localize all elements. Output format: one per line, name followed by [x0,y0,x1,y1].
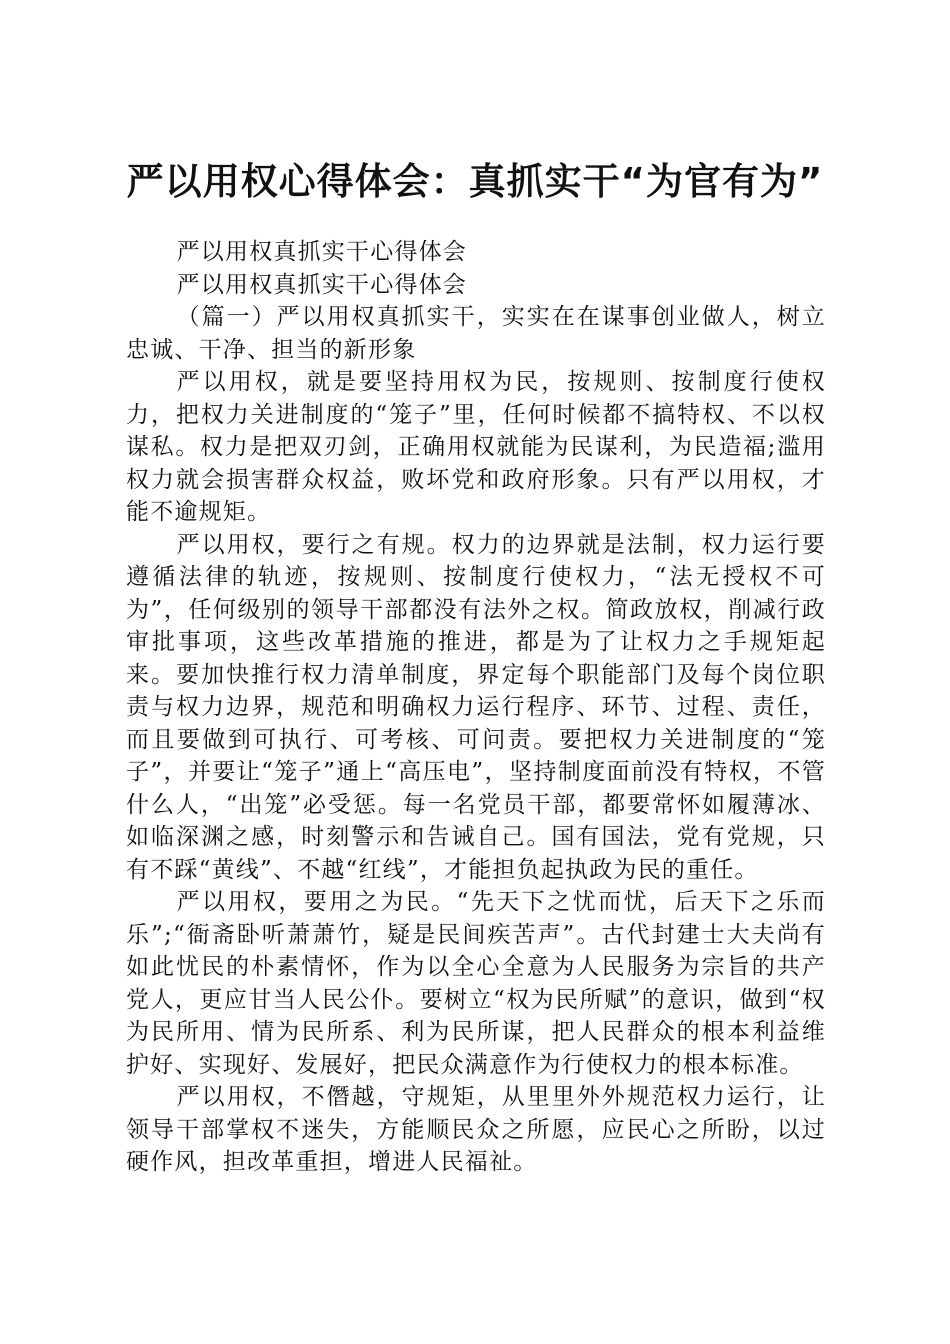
paragraph-heading: （篇一）严以用权真抓实干，实实在在谋事创业做人，树立忠诚、干净、担当的新形象 [126,304,826,363]
subtitle-line: 严以用权真抓实干心得体会 [176,239,467,265]
document-title: 严以用权心得体会：真抓实干“为官有为” [126,160,824,203]
paragraph: 严以用权，要行之有规。权力的边界就是法制，权力运行要遵循法律的轨迹，按规则、按制度行使权力，“法无授权不可为”，任何级别的领导干部都没有法外之权。简政放权，削减行政审批事项，这些改革措施的推进，都是为了让权力之手规矩起来。要加快推行权力清单制度，界定每个职能部门及每个岗位职责与权力边界，规范和明确权力运行程序、环节、过程、责任，而且要做到可执行、可考核、可问责。要把权力关进制度的“笼子”，并要让“笼子”通上“高压电”，坚持制度面前没有特权，不管什么人，“出笼”必受惩。每一名党员干部，都要常怀如履薄冰、如临深渊之感，时刻警示和告诫自己。国有国法，党有党规，只有不踩“黄线”、不越“红线”，才能担负起执政为民的重任。 [126,531,826,883]
paragraph: 严以用权，要用之为民。“先天下之忧而忧，后天下之乐而乐”;“衙斋卧听萧萧竹，疑是民间疾苦声”。古代封建士大夫尚有如此忧民的朴素情怀，作为以全心全意为人民服务为宗旨的共产党人，更应甘当人民公仆。要树立“权为民所赋”的意识，做到“权为民所用、情为民所系、利为民所谋，把人民群众的根本利益维护好、实现好、发展好，把民众满意作为行使权力的根本标准。 [126,889,826,1078]
document-body [126,236,826,1179]
subtitle-line: 严以用权真抓实干心得体会 [176,271,467,298]
paragraph: 严以用权，不僭越，守规矩，从里里外外规范权力运行，让领导干部掌权不迷失，方能顺民众之所愿，应民心之所盼，以过硬作风，担改革重担，增进人民福祉。 [126,1084,826,1175]
paragraph: 严以用权，就是要坚持用权为民，按规则、按制度行使权力，把权力关进制度的“笼子”里，任何时候都不搞特权、不以权谋私。权力是把双刃剑，正确用权就能为民谋利，为民造福;滥用权力就会损害群众权益，败坏党和政府形象。只有严以用权，才能不逾规矩。 [126,369,826,525]
